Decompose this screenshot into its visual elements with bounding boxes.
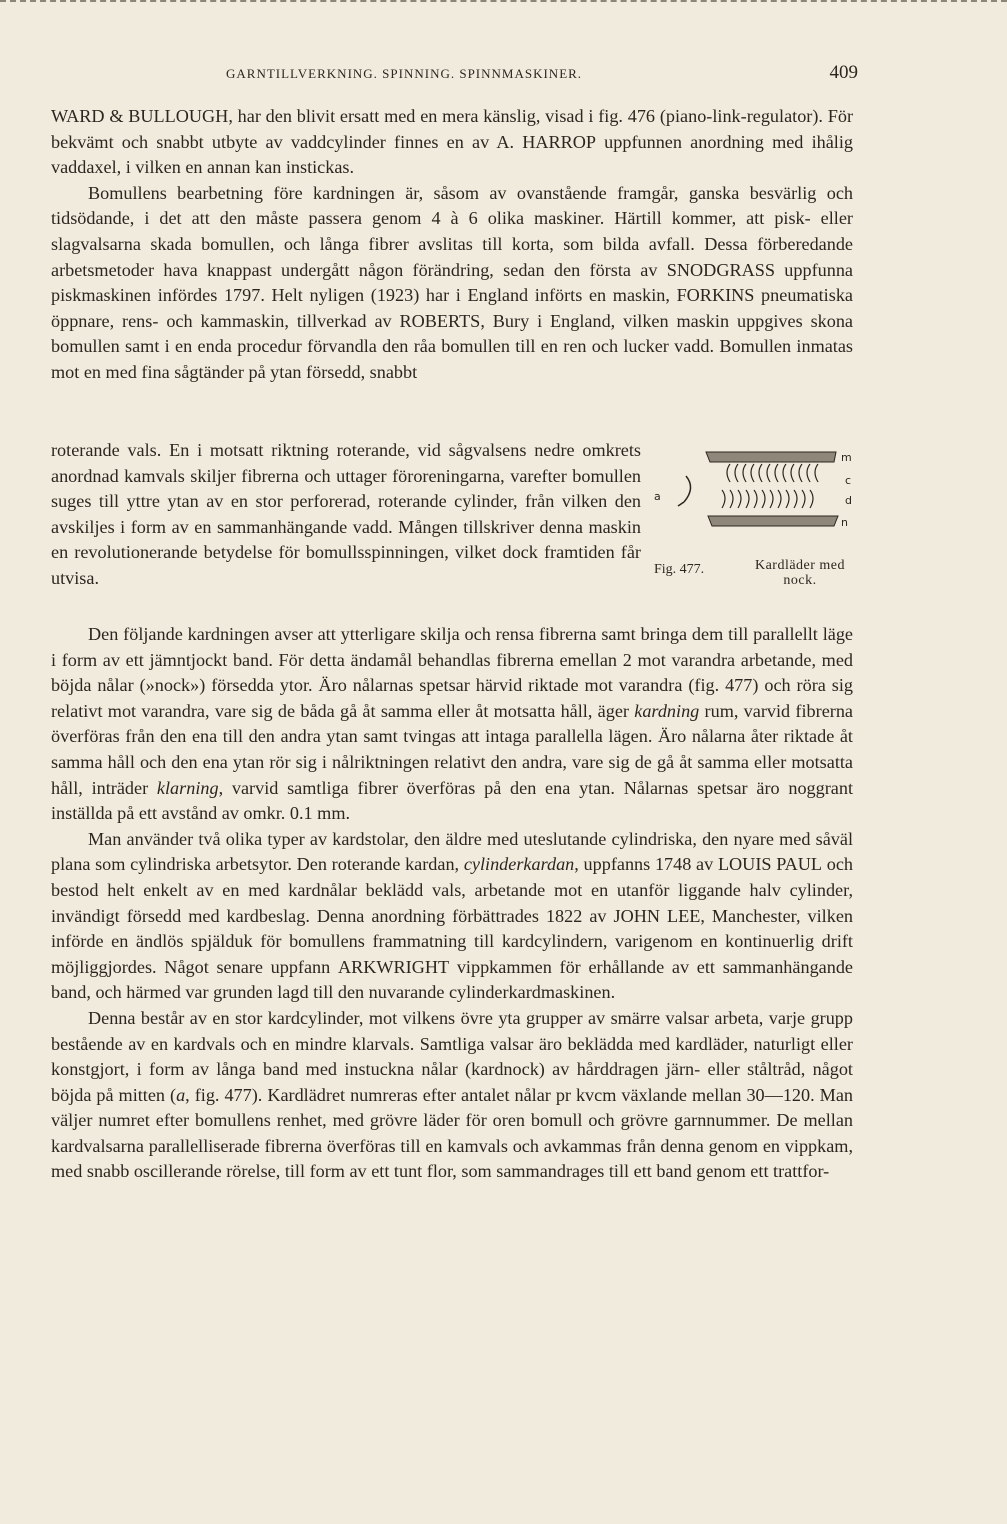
page-header [226,62,858,86]
author-name: SNODGRASS [666,259,775,280]
author-name: JOHN LEE [613,905,701,926]
author-name: FORKINS [676,285,755,306]
paragraph-5: Denna består av en stor kardcylinder, mot vilkens övre yta grupper av smärre valsar arbeta, varje grupp bestående av en kardvals och en mindre klarvals. Samtliga valsar äro beklädda med kardläder, naturligt eller konstgjort, i form av långa band med instuckna nålar (kardnock) av hårddragen järn- eller ståltråd, något böjda på mitten (a, fig. 477). Kardlädret numreras efter antalet nålar pr kvcm växlande mellan 30—120. Man väljer numret efter bomullens renhet, med grövre läder för oren bomull och grövre garnnummer. De mellan kardvalsarna parallelliserade fibrerna överföras till en kamvals och avkammas från denna genom en vippkam, med snabb oscillerande rörelse, till form av ett tunt flor, som sammandrages till ett band genom ett trattfor- [51,1007,853,1182]
upper-plate-m [706,452,836,462]
single-needle-a [678,476,691,506]
figure-number: Fig. 477. [654,562,705,577]
lower-needles [722,490,813,508]
author-name: ROBERTS [399,310,481,331]
card-clothing-illustration [648,446,858,556]
page-number: 409 [829,62,858,83]
paragraph-3: Den följande kardningen avser att ytterligare skilja och rensa fibrerna samt bringa dem till parallellt läge i form av ett jämntjockt band. För detta ändamål behandlas fibrerna emellan 2 mot varandra arbetande, med böjda nålar (»nock») försedda ytor. Äro nålarnas spetsar härvid riktade mot varandra (fig. 477) och röra sig relativt mot varandra, vare sig de båda gå åt samma eller åt motsatta håll, äger kardning rum, varvid fibrerna överföras från den ena till den andra ytan samt tvingas att intaga parallella lägen. Äro nålarna åter riktade åt samma håll och den ena ytan rör sig i nålriktningen relativt den andra, vare sig de gå åt samma eller motsatta håll, inträder klarning, varvid samtliga fibrer överföras på den ena ytan. Nålarnas spetsar äro noggrant inställda på ett avstånd av omkr. 0.1 mm. [51,624,854,824]
running-head: GARNTILLVERKNING. SPINNING. SPINNMASKINER. [226,66,583,81]
upper-needles [727,464,818,482]
term-klarning: klarning [156,777,219,798]
paragraph-2: Bomullens bearbetning före kardningen är, såsom av ovanstående framgår, ganska besvärlig och tidsödande, i det att den måste passera genom 4 à 6 olika maskiner. Härtill kommer, att pisk- eller slagvalsarna skada bomullen, och långa fibrer avslitas till korta, som bilda avfall. Dessa förberedande arbetsmetoder hava knappast undergått någon förändring, sedan den första av SNODGRASS uppfunna piskmaskinen infördes 1797. Helt nyligen (1923) har i England införts en maskin, FORKINS pneumatiska öppnare, rens- och kammaskin, tillverkad av ROBERTS, Bury i England, vilken maskin uppgives skona bomullen samt i en enda procedur förvandla den råa bomullen till en ren och lucker vadd. Bomullen inmatas mot en med fina sågtänder på ytan försedd, snabbt [51,182,853,382]
author-name: WARD & BULLOUGH [51,106,229,126]
author-name: ARKWRIGHT [337,956,450,977]
paragraph-1: WARD & BULLOUGH, har den blivit ersatt med en mera känslig, visad i fig. 476 (piano-link-regulator). För bekvämt och snabbt utbyte av vaddcylinder finnes en av A. HARROP uppfunnen anordning med ihålig vaddaxel, i vilken en annan kan instickas. [51,106,854,178]
label-m: m [841,451,852,464]
author-name: LOUIS PAUL [717,854,823,875]
figure-477 [648,446,858,606]
term-kardning: kardning [634,700,700,721]
text-block-beside-figure [51,438,641,592]
author-name: HARROP [522,131,596,152]
label-c: c [845,474,852,487]
paragraph-2-continued: roterande vals. En i motsatt riktning roterande, vid sågvalsens nedre omkrets anordnad kamvals skiljer fibrerna och uttager föroreningarna, varefter bomullen suges till yttre ytan av en stor perforerad, roterande cylinder, från vilken den avskiljes i form av en sammanhängande vadd. Mången tillskriver denna maskin en revolutionerande betydelse för bomullsspinningen, vilket dock framtiden får utvisa. [51,440,641,588]
lower-plate-n [708,516,838,526]
text-block-bottom [51,622,853,1185]
figure-description: Kardläder med nock. [754,558,846,588]
term-cylinderkardan: cylinderkardan [463,854,575,875]
page-top-edge [0,0,1007,8]
text-block-top [51,104,853,386]
label-n: n [841,516,848,529]
label-d: d [845,494,852,507]
paragraph-4: Man använder två olika typer av kardstolar, den äldre med uteslutande cylindriska, den nyare med såväl plana som cylindriska arbetsytor. Den roterande kardan, cylinderkardan, uppfanns 1748 av LOUIS PAUL och bestod helt enkelt av en med kardnålar beklädd vals, arbetande mot en utanför liggande halv cylinder, invändigt försedd med kardbeslag. Denna anordning förbättrades 1822 av JOHN LEE, Manchester, vilken införde en ändlös spjälduk för bomullens frammatning till kardcylindern, varigenom en kontinuerlig drift möjliggjordes. Något senare uppfann ARKWRIGHT vippkammen för erhållande av ett sammanhängande band, och härmed var grunden lagd till den nuvarande cylinderkardmaskinen. [51,828,854,1003]
label-a: a [654,490,661,503]
